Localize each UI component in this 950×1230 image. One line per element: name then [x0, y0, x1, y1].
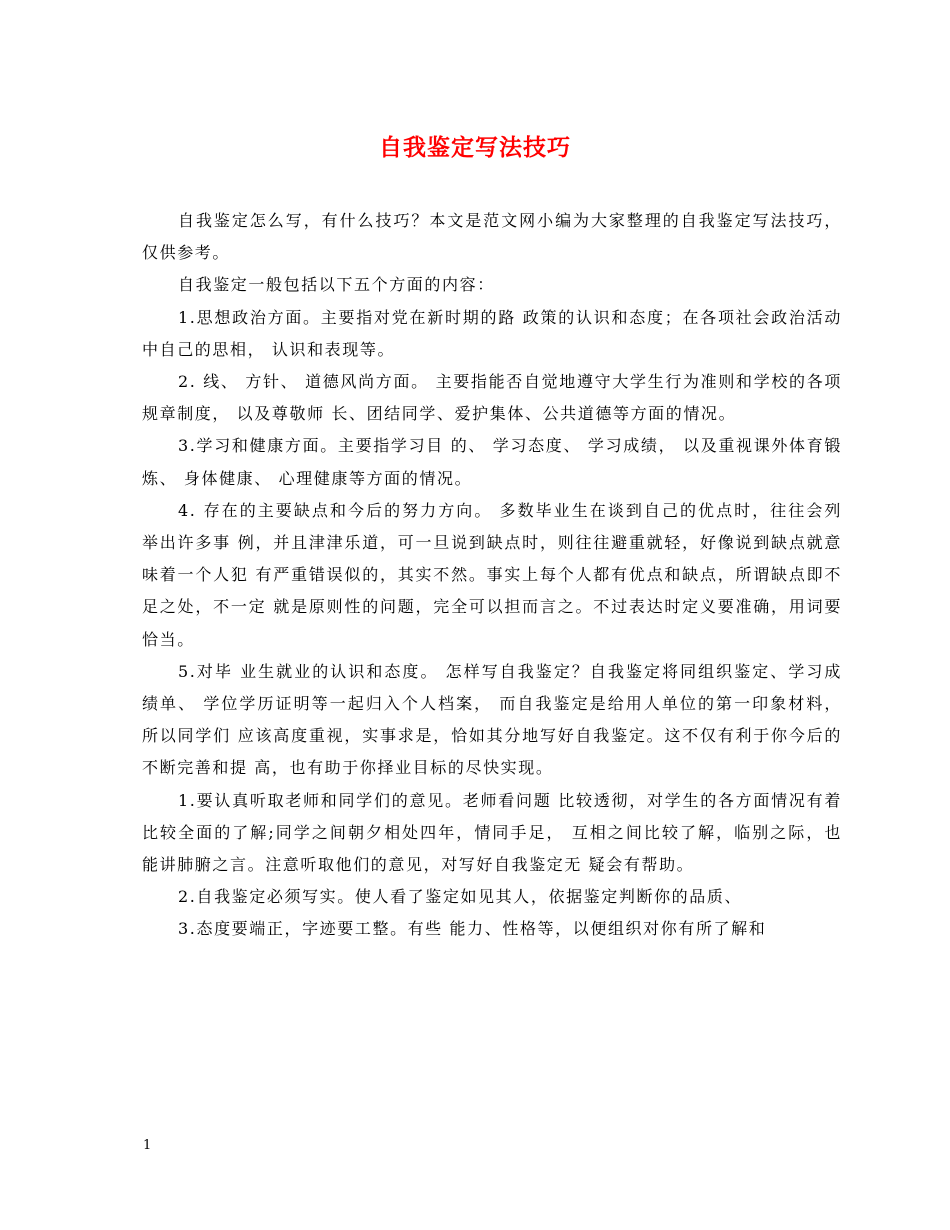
paragraph-tip-3: 3.态度要端正，字迹要工整。有些 能力、性格等，以便组织对你有所了解和 — [178, 919, 767, 939]
page-title: 自我鉴定写法技巧 — [379, 134, 571, 161]
paragraph-item-4: 4. 存在的主要缺点和今后的努力方向。 多数毕业生在谈到自己的优点时，往往会列举出许多事 例，并且津津乐道，可一旦说到缺点时，则往往避重就轻，好像说到缺点就意味着一个人犯 有严重错误似的，其实不然。事实上每个人都有优点和缺点，所谓缺点即不足之处，不一定 就是原则性的问题，完全可以担而言之。不过表达时定义要准确，用词要恰当。 — [142, 500, 842, 649]
paragraph-overview: 自我鉴定一般包括以下五个方面的内容： — [178, 275, 495, 295]
paragraph-item-5: 5.对毕 业生就业的认识和态度。 怎样写自我鉴定？自我鉴定将同组织鉴定、学习成绩单、 学位学历证明等一起归入个人档案， 而自我鉴定是给用人单位的第一印象材料， 所以同学们 应该高度重视，实事求是，恰如其分地写好自我鉴定。这不仅有利于你今后的不断完善和提 高，也有助于你择业目标的尽快实现。 — [142, 661, 842, 778]
paragraph-item-3: 3.学习和健康方面。主要指学习目 的、 学习态度、 学习成绩， 以及重视课外体育锻炼、 身体健康、 心理健康等方面的情况。 — [142, 436, 842, 488]
document-body — [142, 205, 842, 946]
page-number: 1 — [143, 1138, 152, 1153]
paragraph-item-2: 2. 线、 方针、 道德风尚方面。 主要指能否自觉地遵守大学生行为准则和学校的各项规章制度， 以及尊敬师 长、团结同学、爱护集体、公共道德等方面的情况。 — [142, 372, 842, 424]
paragraph-intro: 自我鉴定怎么写，有什么技巧？本文是范文网小编为大家整理的自我鉴定写法技巧，仅供参考。 — [142, 211, 842, 263]
paragraph-tip-1: 1.要认真听取老师和同学们的意见。老师看问题 比较透彻，对学生的各方面情况有着比较全面的了解;同学之间朝夕相处四年，情同手足， 互相之间比较了解，临别之际，也能讲肺腑之言。注意听取他们的意见，对写好自我鉴定无 疑会有帮助。 — [142, 790, 842, 875]
paragraph-tip-2: 2.自我鉴定必须写实。使人看了鉴定如见其人，依据鉴定判断你的品质、 — [178, 887, 743, 907]
paragraph-item-1: 1.思想政治方面。主要指对党在新时期的路 政策的认识和态度；在各项社会政治活动中自己的思相， 认识和表现等。 — [142, 307, 842, 359]
